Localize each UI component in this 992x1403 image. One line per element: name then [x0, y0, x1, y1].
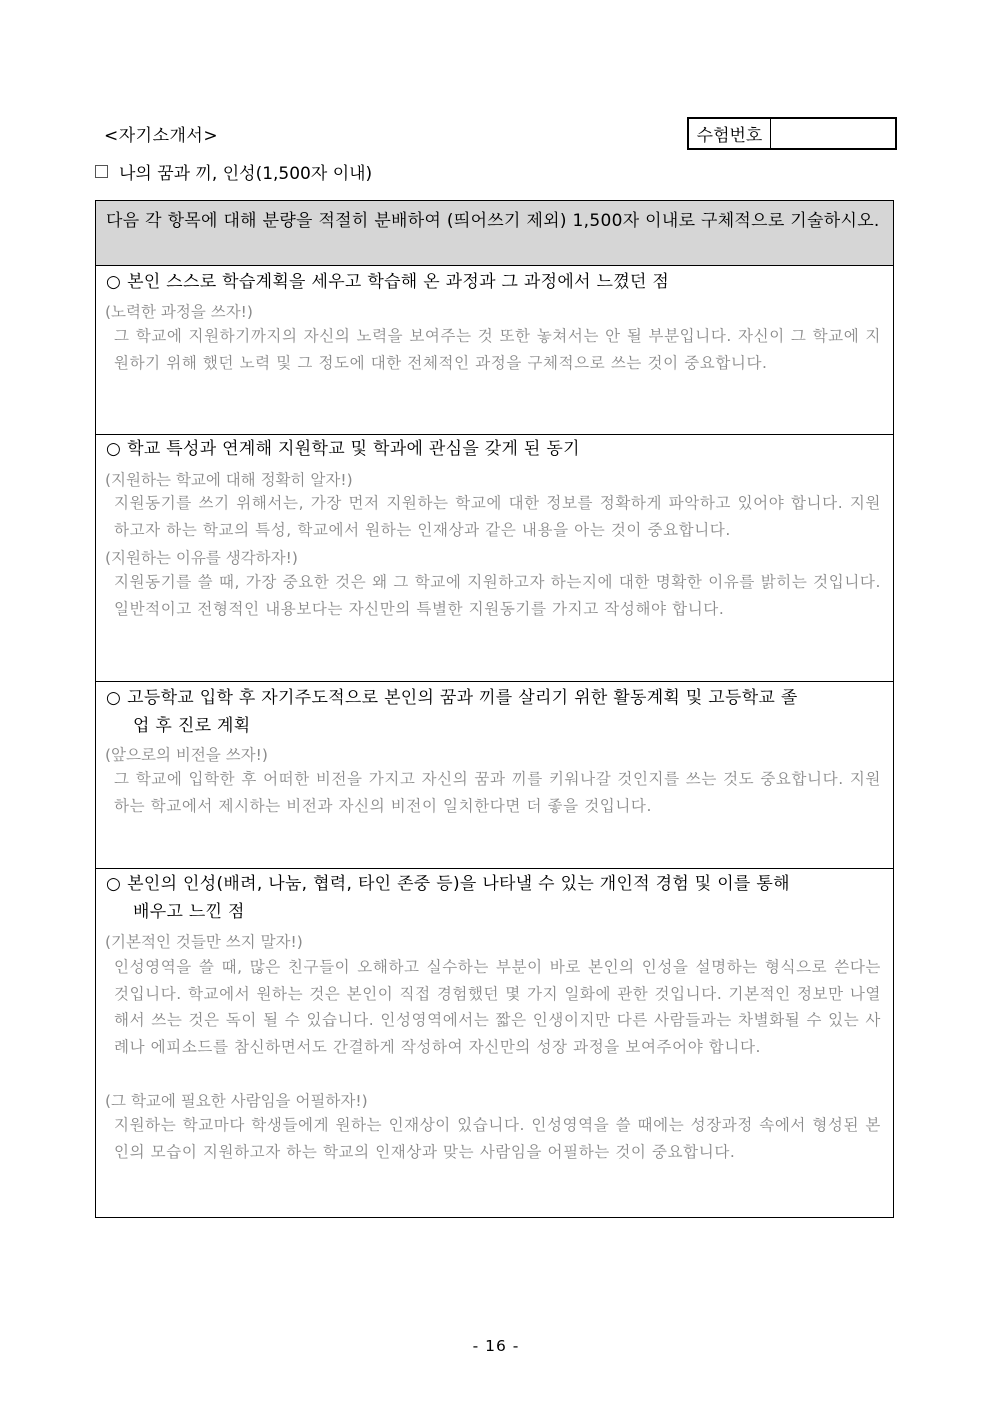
essay-item-3[interactable]	[96, 682, 893, 869]
checkbox-icon	[95, 165, 108, 178]
item-hint: (지원하는 이유를 생각하자!)	[105, 549, 298, 567]
circle-bullet-icon: ○	[106, 439, 122, 459]
section-heading	[95, 159, 372, 184]
section-title: 나의 꿈과 끼, 인성(1,500자 이내)	[119, 164, 373, 184]
question-text-continued: 배우고 느낀 점	[133, 902, 245, 922]
instruction-text: 다음 각 항목에 대해 분량을 적절히 분배하여 (띄어쓰기 제외) 1,500자 이내로 구체적으로 기술하시오.	[96, 201, 893, 266]
circle-bullet-icon: ○	[106, 272, 122, 292]
exam-number-field[interactable]	[771, 119, 895, 148]
item-hint: (앞으로의 비전을 쓰자!)	[105, 746, 268, 764]
exam-number-box	[687, 117, 897, 150]
circle-bullet-icon: ○	[106, 874, 122, 894]
question-text: 고등학교 입학 후 자기주도적으로 본인의 꿈과 끼를 살리기 위한 활동계획 및 고등학교 졸	[127, 688, 798, 708]
item-question	[106, 268, 883, 296]
question-text: 본인 스스로 학습계획을 세우고 학습해 온 과정과 그 과정에서 느꼈던 점	[127, 272, 670, 292]
question-text: 본인의 인성(배려, 나눔, 협력, 타인 존중 등)을 나타낼 수 있는 개인적 경험 및 이를 통해	[127, 874, 790, 894]
question-text-continued: 업 후 진로 계획	[133, 716, 251, 736]
document-title: <자기소개서>	[104, 126, 219, 146]
essay-item-1[interactable]	[96, 266, 893, 435]
essay-form-table	[95, 200, 894, 1218]
item-body: 지원동기를 쓰기 위해서는, 가장 먼저 지원하는 학교에 대한 정보를 정확하게 파악하고 있어야 합니다. 지원하고자 하는 학교의 특성, 학교에서 원하는 인재상과 같은 내용을 아는 것이 중요합니다.	[114, 494, 881, 539]
item-hint: (기본적인 것들만 쓰지 말자!)	[105, 933, 303, 951]
item-question	[106, 435, 883, 463]
item-hint: (그 학교에 필요한 사람임을 어필하자!)	[105, 1092, 368, 1110]
item-question	[106, 684, 883, 740]
circle-bullet-icon: ○	[106, 688, 122, 708]
item-question	[106, 870, 883, 926]
item-body: 지원동기를 쓸 때, 가장 중요한 것은 왜 그 학교에 지원하고자 하는지에 대한 명확한 이유를 밝히는 것입니다. 일반적이고 전형적인 내용보다는 자신만의 특별한 지원동기를 가지고 작성해야 합니다.	[114, 573, 881, 618]
item-hint: (노력한 과정을 쓰자!)	[105, 303, 253, 321]
item-body: 그 학교에 지원하기까지의 자신의 노력을 보여주는 것 또한 놓쳐서는 안 될 부분입니다. 자신이 그 학교에 지원하기 위해 했던 노력 및 그 정도에 대한 전체적인 과정을 구체적으로 쓰는 것이 중요합니다.	[114, 327, 881, 372]
question-text: 학교 특성과 연계해 지원학교 및 학과에 관심을 갖게 된 동기	[127, 439, 580, 459]
item-hint: (지원하는 학교에 대해 정확히 알자!)	[105, 471, 353, 489]
item-body: 인성영역을 쓸 때, 많은 친구들이 오해하고 실수하는 부분이 바로 본인의 인성을 설명하는 형식으로 쓴다는 것입니다. 학교에서 원하는 것은 본인이 직접 경험했던 몇 가지 일화에 관한 것입니다. 기본적인 정보만 나열해서 쓰는 것은 독이 될 수 있습니다. 인성영역에서는 짧은 인생이지만 다른 사람들과는 차별화될 수 있는 사례나 에피소드를 참신하면서도 간결하게 작성하여 자신만의 성장 과정을 보여주어야 합니다.	[114, 958, 881, 1056]
essay-item-4[interactable]	[96, 869, 893, 1217]
exam-number-label: 수험번호	[689, 119, 771, 148]
essay-item-2[interactable]	[96, 435, 893, 682]
page-number: - 16 -	[472, 1337, 520, 1355]
item-body: 그 학교에 입학한 후 어떠한 비전을 가지고 자신의 꿈과 끼를 키워나갈 것인지를 쓰는 것도 중요합니다. 지원하는 학교에서 제시하는 비전과 자신의 비전이 일치한다면 더 좋을 것입니다.	[114, 770, 881, 815]
item-body: 지원하는 학교마다 학생들에게 원하는 인재상이 있습니다. 인성영역을 쓸 때에는 성장과정 속에서 형성된 본인의 모습이 지원하고자 하는 학교의 인재상과 맞는 사람임을 어필하는 것이 중요합니다.	[114, 1116, 881, 1161]
